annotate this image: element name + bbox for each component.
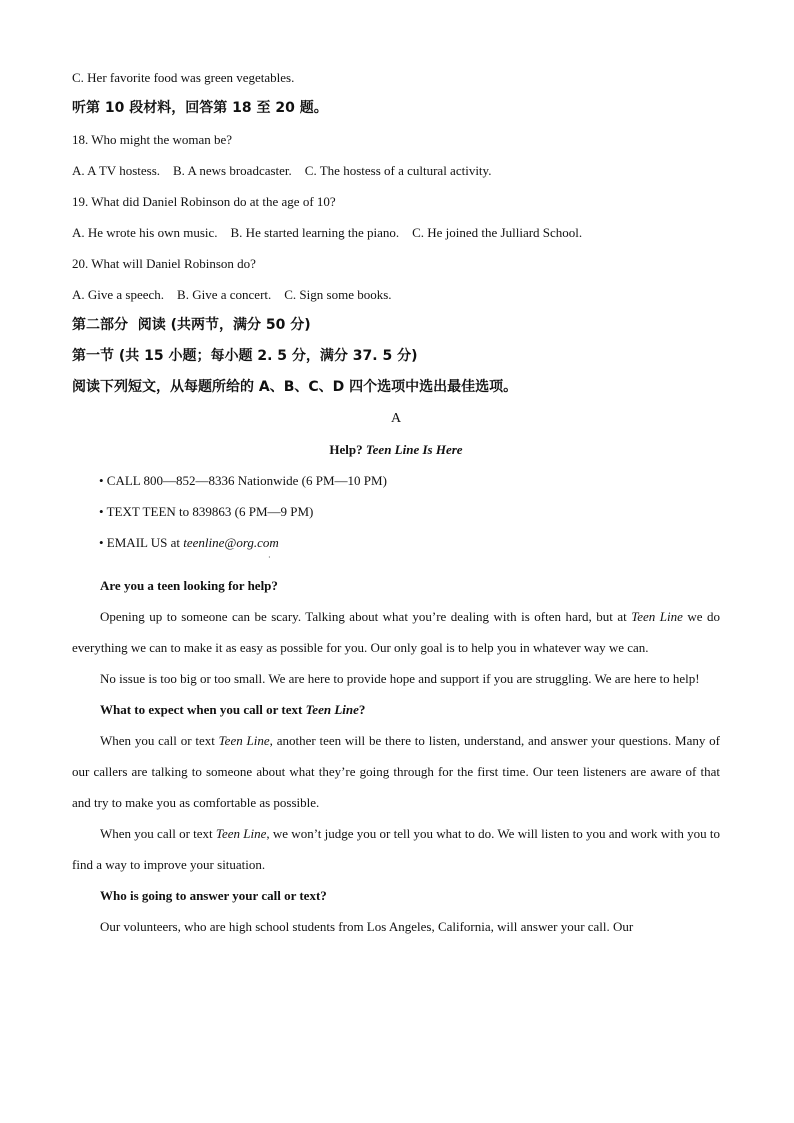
contact-text: • TEXT TEEN to 839863 (6 PM—9 PM): [99, 504, 314, 519]
heading-what-to-expect: [72, 694, 720, 725]
heading-2-italic: Teen Line: [305, 702, 359, 717]
paragraph-4: [72, 818, 720, 880]
question-18-options: [72, 155, 720, 186]
para-4-start: When you call or text: [100, 826, 216, 841]
exam-page: [72, 62, 720, 942]
reading-instruction: 阅读下列短文，从每题所给的 A、B、C、D 四个选项中选出最佳选项。: [72, 379, 518, 395]
paragraph-3: [72, 725, 720, 818]
heading-who-answers: Who is going to answer your call or text?: [100, 888, 327, 903]
question-20-options: [72, 279, 720, 310]
paragraph-1: [72, 601, 720, 663]
passage-letter: A: [390, 411, 402, 426]
para-3-end: , another teen will be there to listen, understand, and answer your questions. Many of our callers are talking to someone about what they’re going through for the first time. Our teen listeners are aware of that and try to make you as comfortable as possible.: [72, 733, 720, 810]
passage-title: [72, 434, 720, 465]
question-19-options: [72, 217, 720, 248]
contact-call: • CALL 800—852—8336 Nationwide (6 PM—10 PM): [99, 473, 387, 488]
passage-title-italic: Teen Line Is Here: [365, 442, 463, 457]
para-3-start: When you call or text: [100, 733, 219, 748]
question-19: 19. What did Daniel Robinson do at the age of 10?: [72, 194, 336, 209]
stray-mark-row: [72, 553, 720, 570]
section-10-instruction: 听第 10 段材料，回答第 18 至 20 题。: [72, 100, 328, 116]
question-18: 18. Who might the woman be?: [72, 132, 233, 147]
para-4-end: , we won’t judge you or tell you what to do. We will listen to you and work with you to find a way to improve your situation.: [72, 826, 720, 872]
email-address: teenline@org.com: [183, 535, 279, 550]
paragraph-2: No issue is too big or too small. We are here to provide hope and support if you are struggling. We are here to help!: [100, 671, 700, 686]
q19-options-text: A. He wrote his own music. B. He started learning the piano. C. He joined the Julliard School.: [72, 225, 583, 240]
heading-2-prefix: What to expect when you call or text: [100, 702, 306, 717]
heading-2-suffix: ?: [358, 702, 366, 717]
reading-section-title: 第一节 (共 15 小题；每小题 2. 5 分，满分 37. 5 分): [72, 348, 418, 364]
passage-title-prefix: Help?: [329, 442, 366, 457]
teen-line-italic: Teen Line: [631, 609, 683, 624]
paragraph-5: Our volunteers, who are high school students from Los Angeles, California, will answer your call. Our: [100, 919, 634, 934]
stray-mark: ·: [268, 553, 271, 562]
reading-part-title: 第二部分 阅读 (共两节，满分 50 分): [72, 317, 311, 333]
para-1-end: we do everything we can to make it as easy as possible for you. Our only goal is to help you in whatever way we can.: [72, 609, 720, 655]
para-3-italic: Teen Line: [218, 733, 270, 748]
contact-email: [72, 527, 720, 558]
q18-options-text: A. A TV hostess. B. A news broadcaster. C. The hostess of a cultural activity.: [72, 163, 492, 178]
para-1-start: Opening up to someone can be scary. Talking about what you’re dealing with is often hard, but at: [100, 609, 632, 624]
para-4-italic: Teen Line: [215, 826, 267, 841]
q17-option-c: C. Her favorite food was green vegetables.: [72, 70, 295, 85]
question-20: 20. What will Daniel Robinson do?: [72, 256, 256, 271]
email-prefix: • EMAIL US at: [99, 535, 184, 550]
q20-options-text: A. Give a speech. B. Give a concert. C. Sign some books.: [72, 287, 392, 302]
heading-looking-for-help: Are you a teen looking for help?: [100, 578, 278, 593]
